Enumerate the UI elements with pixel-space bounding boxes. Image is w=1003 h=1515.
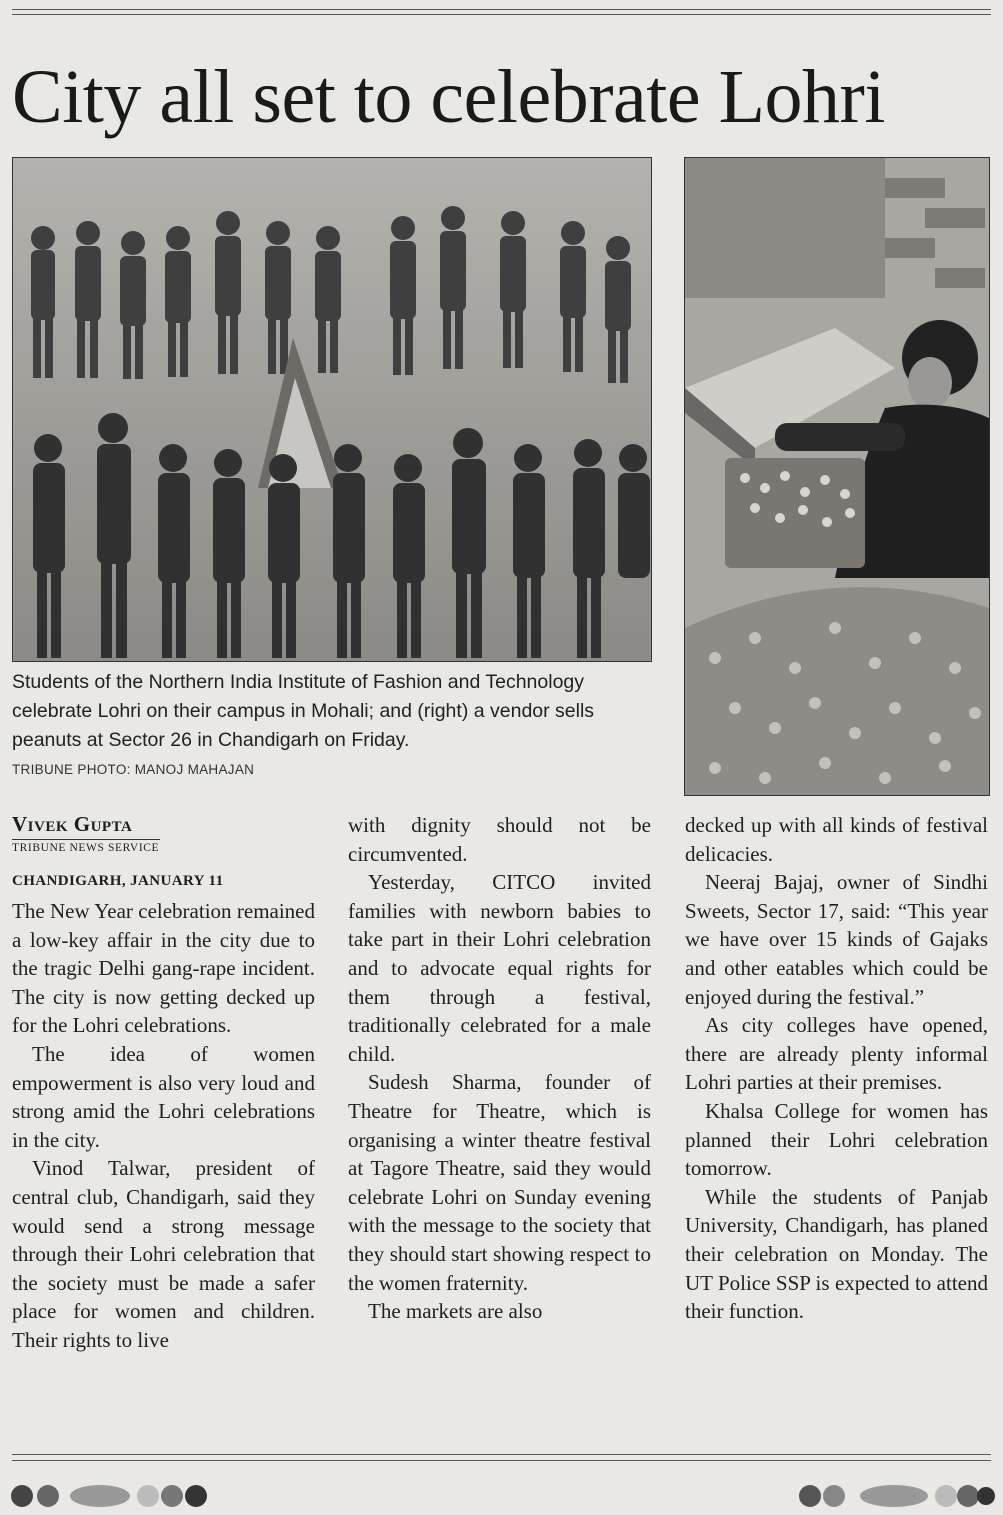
column-3-paragraph-1: decked up with all kinds of festival delicacies. (685, 813, 988, 866)
byline-rule (12, 839, 160, 840)
column-2-paragraph-2: Yesterday, CITCO invited families with newborn babies to take part in their Lohri celebration and to advocate equal rights for them through a festival, traditionally celebrated for a male child. (348, 870, 651, 1066)
column-2-paragraph-3: Sudesh Sharma, founder of Theatre for Theatre, which is organising a winter theatre festival at Tagore Theatre, said they would celebrate Lohri on Sunday evening with the message to the society that they should start showing respect to the women fraternity. (348, 1070, 651, 1295)
registration-marks-right (796, 1482, 996, 1510)
dateline: CHANDIGARH, JANUARY 11 (12, 873, 224, 889)
column-3-paragraph-5: While the students of Panjab University, Chandigarh, has planed their celebration on Monday. The UT Police SSP is expected to attend their function. (685, 1184, 988, 1324)
bottom-rule (12, 1454, 991, 1455)
byline-name: Vivek Gupta (12, 812, 133, 836)
column-1-paragraph-1: The New Year celebration remained a low-key affair in the city due to the tragic Delhi gang-rape incident. The city is now getting decked up for the Lohri celebrations. (12, 899, 315, 1038)
column-3-paragraph-3: As city colleges have opened, there are already plenty informal Lohri parties at their premises. (685, 1013, 988, 1095)
photo-credit: TRIBUNE PHOTO: MANOJ MAHAJAN (12, 762, 255, 777)
headline: City all set to celebrate Lohri (12, 55, 885, 139)
registration-marks-left (10, 1482, 220, 1510)
column-2-paragraph-1: with dignity should not be circumvented. (348, 813, 651, 866)
byline-agency: TRIBUNE NEWS SERVICE (12, 842, 160, 854)
side-photo (684, 157, 990, 796)
main-photo-image (13, 158, 651, 661)
top-rule-inner (12, 14, 991, 15)
bottom-rule-inner (12, 1460, 991, 1461)
article-column-1 (12, 897, 315, 1355)
column-3-paragraph-4: Khalsa College for women has planned their Lohri celebration tomorrow. (685, 1098, 988, 1181)
column-3-paragraph-2: Neeraj Bajaj, owner of Sindhi Sweets, Sector 17, said: “This year we have over 15 kinds of Gajaks and other eatables which could be enjoyed during the festival.” (685, 870, 988, 1009)
column-2-paragraph-4: The markets are also (368, 1299, 543, 1324)
top-rule (12, 9, 991, 10)
main-photo (12, 157, 652, 662)
column-1-paragraph-3: Vinod Talwar, president of central club, Chandigarh, said they would send a strong message through their Lohri celebration that the society must be made a safer place for women and children. Their rights to live (12, 1156, 315, 1352)
column-1-paragraph-2: The idea of women empowerment is also very loud and strong amid the Lohri celebrations in the city. (12, 1041, 315, 1152)
article-column-3 (685, 811, 988, 1326)
side-photo-image (685, 158, 989, 795)
photo-caption: Students of the Northern India Institute of Fashion and Technology celebrate Lohri on their campus in Mohali; and (right) a vendor sells peanuts at Sector 26 in Chandigarh on Friday. (12, 671, 595, 751)
article-column-2 (348, 811, 651, 1326)
